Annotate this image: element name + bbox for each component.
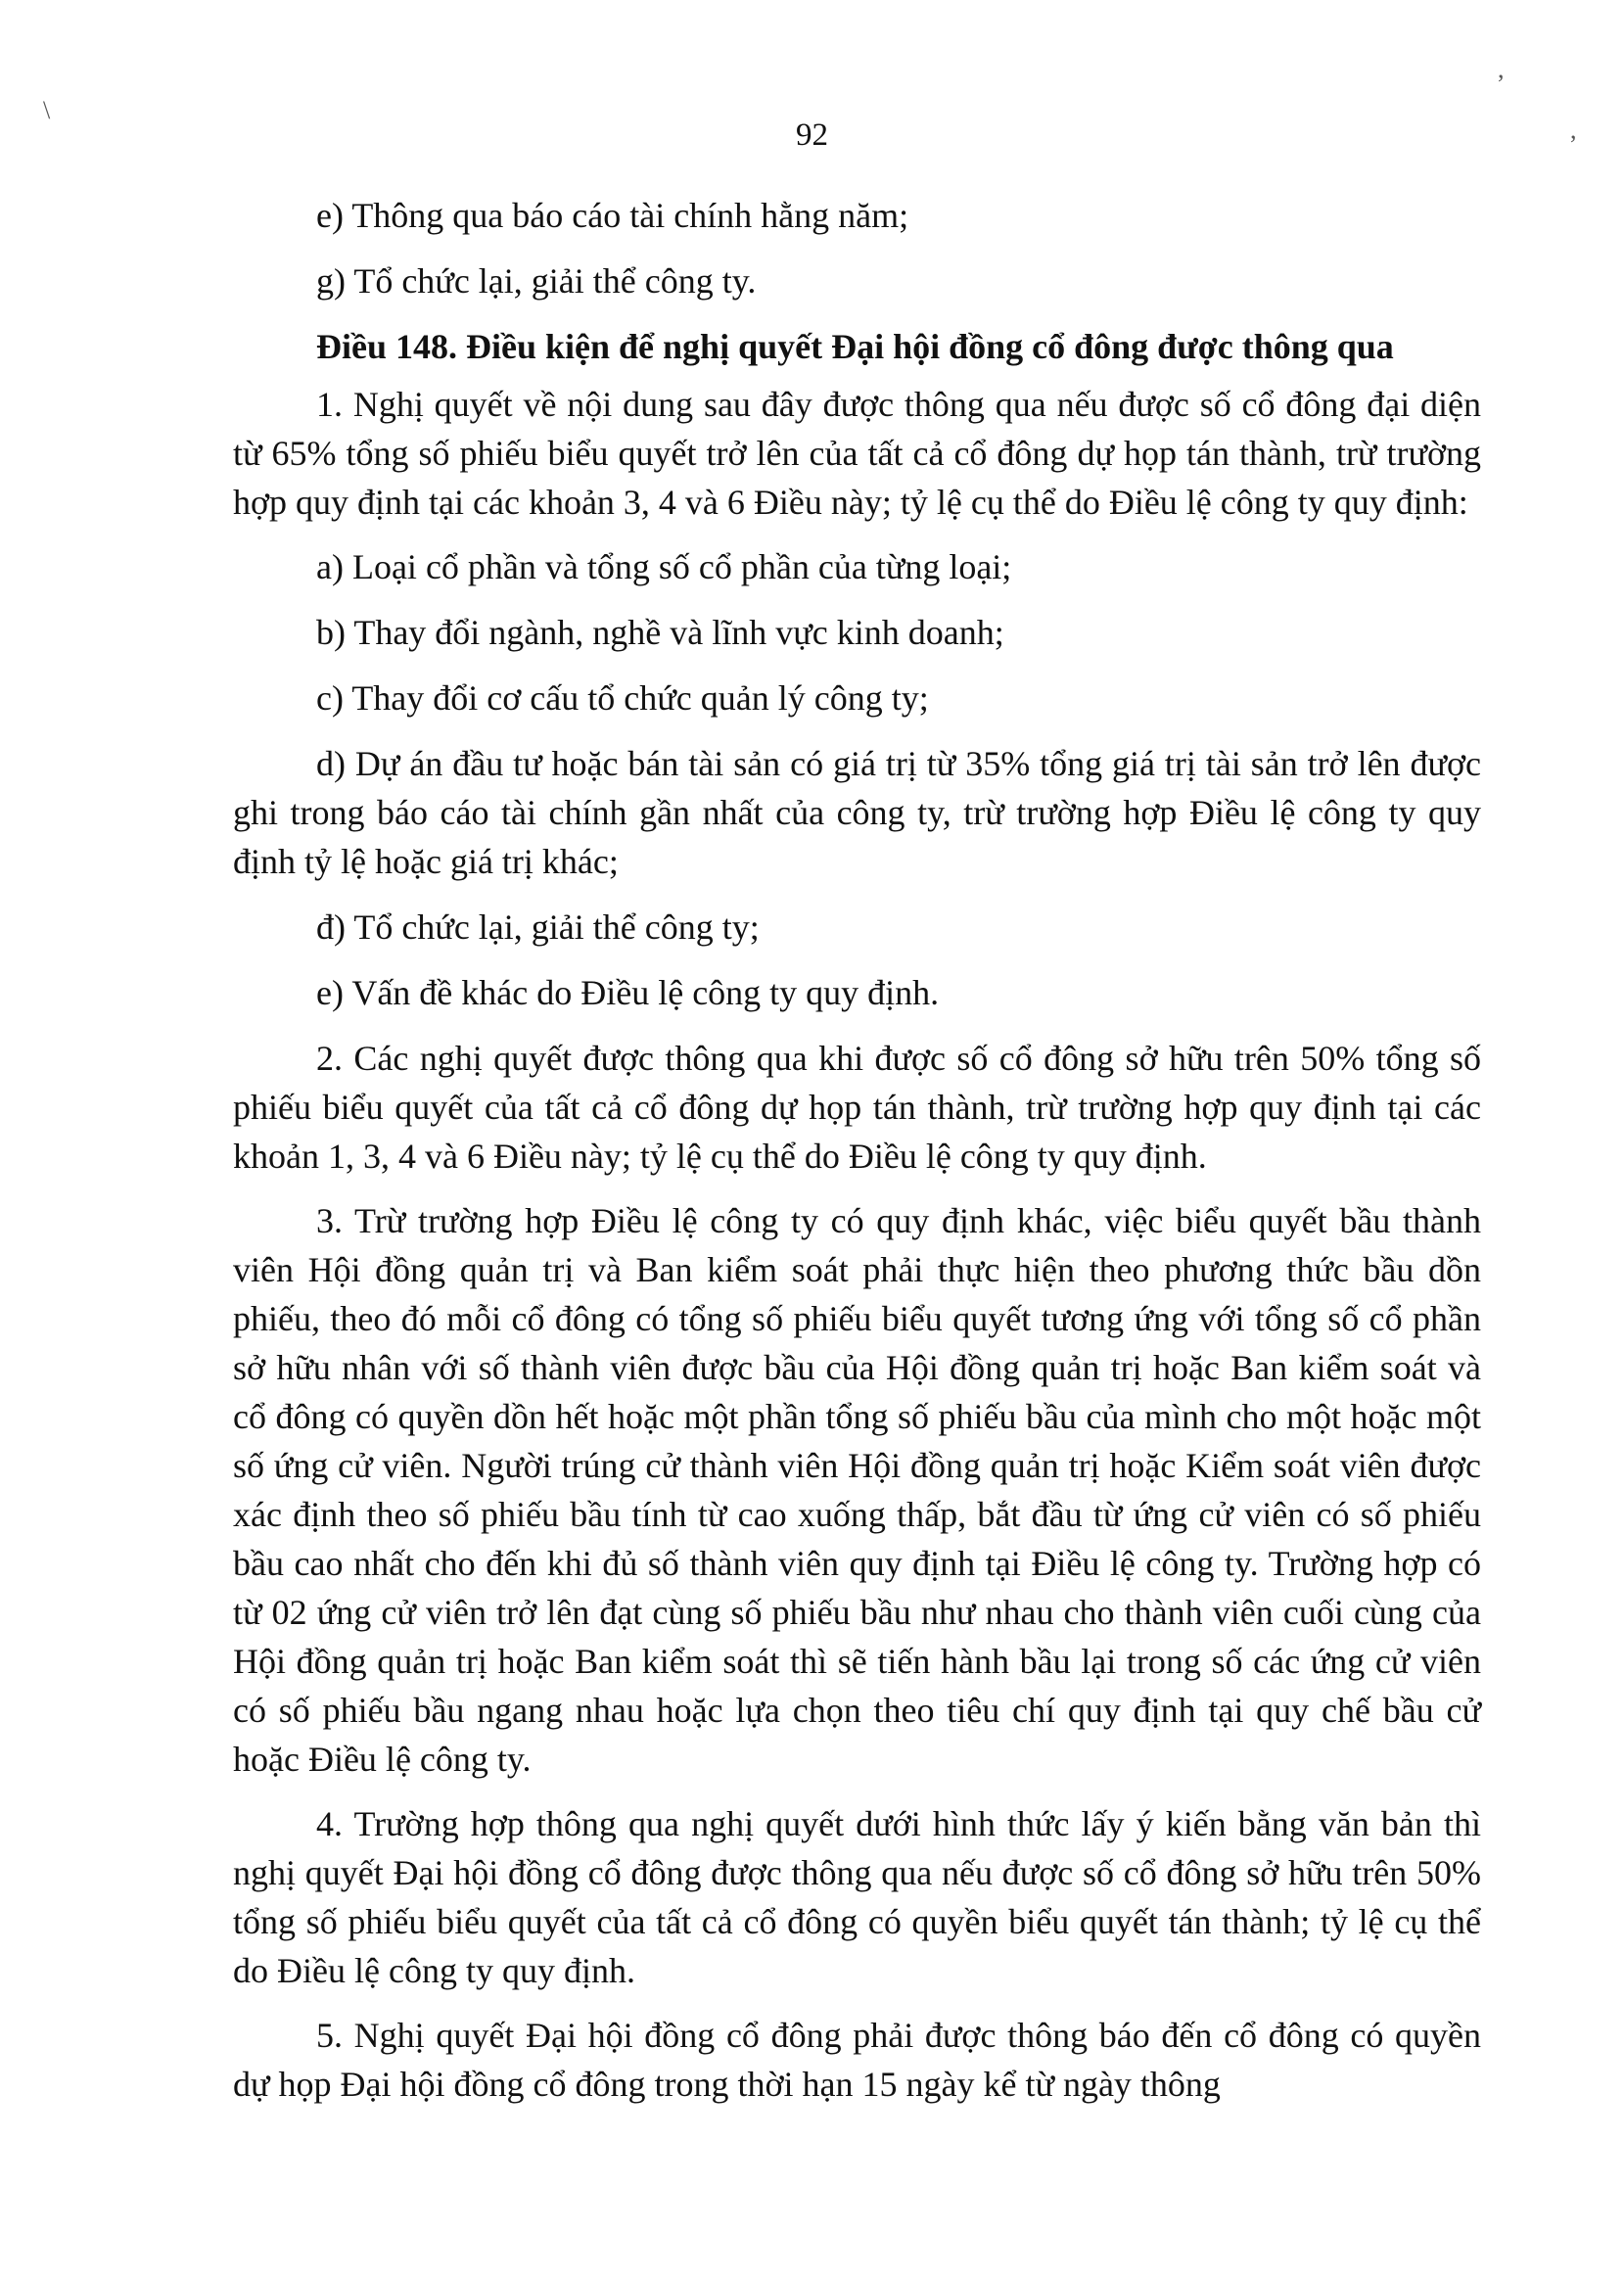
page-number: 92 bbox=[796, 117, 828, 153]
clause-2: 2. Các nghị quyết được thông qua khi được số cổ đông sở hữu trên 50% tổng số phiếu biểu quyết của tất cả cổ đông dự họp tán thành, trừ trường hợp quy định tại các khoản 1, 3, 4 và 6 Điều này; tỷ lệ cụ thể do Điều lệ công ty quy định. bbox=[233, 1039, 1481, 1176]
article-heading: Điều 148. Điều kiện để nghị quyết Đại hội đồng cổ đông được thông qua bbox=[316, 327, 1394, 366]
scan-mark: \ bbox=[43, 96, 51, 124]
list-item: e) Vấn đề khác do Điều lệ công ty quy định. bbox=[316, 973, 940, 1012]
list-item: e) Thông qua báo cáo tài chính hằng năm; bbox=[316, 196, 909, 235]
clause-5: 5. Nghị quyết Đại hội đồng cổ đông phải được thông báo đến cổ đông có quyền dự họp Đại hội đồng cổ đông trong thời hạn 15 ngày kể từ ngày thông bbox=[233, 2016, 1481, 2104]
list-item: d) Dự án đầu tư hoặc bán tài sản có giá trị từ 35% tổng giá trị tài sản trở lên được ghi trong báo cáo tài chính gần nhất của công ty, trừ trường hợp Điều lệ công ty quy định tỷ lệ hoặc giá trị khác; bbox=[233, 744, 1481, 881]
scan-mark: , bbox=[1570, 116, 1577, 144]
scan-mark: , bbox=[1498, 55, 1505, 83]
list-item: a) Loại cổ phần và tổng số cổ phần của từng loại; bbox=[316, 547, 1012, 586]
list-item: g) Tổ chức lại, giải thể công ty. bbox=[316, 261, 757, 301]
list-item: đ) Tổ chức lại, giải thể công ty; bbox=[316, 907, 760, 947]
list-item: c) Thay đổi cơ cấu tổ chức quản lý công ty; bbox=[316, 678, 929, 718]
document-body bbox=[233, 191, 1481, 2124]
clause-1: 1. Nghị quyết về nội dung sau đây được thông qua nếu được số cổ đông đại diện từ 65% tổng số phiếu biểu quyết trở lên của tất cả cổ đông dự họp tán thành, trừ trường hợp quy định tại các khoản 3, 4 và 6 Điều này; tỷ lệ cụ thể do Điều lệ công ty quy định: bbox=[233, 385, 1481, 522]
clause-4: 4. Trường hợp thông qua nghị quyết dưới hình thức lấy ý kiến bằng văn bản thì nghị quyết Đại hội đồng cổ đông được thông qua nếu được số cổ đông sở hữu trên 50% tổng số phiếu biểu quyết của tất cả cổ đông có quyền biểu quyết tán thành; tỷ lệ cụ thể do Điều lệ công ty quy định. bbox=[233, 1804, 1481, 1990]
list-item: b) Thay đổi ngành, nghề và lĩnh vực kinh doanh; bbox=[316, 613, 1004, 652]
clause-3: 3. Trừ trường hợp Điều lệ công ty có quy định khác, việc biểu quyết bầu thành viên Hội đồng quản trị và Ban kiểm soát phải thực hiện theo phương thức bầu dồn phiếu, theo đó mỗi cổ đông có tổng số phiếu biểu quyết tương ứng với tổng số cổ phần sở hữu nhân với số thành viên được bầu của Hội đồng quản trị hoặc Ban kiểm soát và cổ đông có quyền dồn hết hoặc một phần tổng số phiếu bầu của mình cho một hoặc một số ứng cử viên. Người trúng cử thành viên Hội đồng quản trị hoặc Kiểm soát viên được xác định theo số phiếu bầu tính từ cao xuống thấp, bắt đầu từ ứng cử viên có số phiếu bầu cao nhất cho đến khi đủ số thành viên quy định tại Điều lệ công ty. Trường hợp có từ 02 ứng cử viên trở lên đạt cùng số phiếu bầu như nhau cho thành viên cuối cùng của Hội đồng quản trị hoặc Ban kiểm soát thì sẽ tiến hành bầu lại trong số các ứng cử viên có số phiếu bầu ngang nhau hoặc lựa chọn theo tiêu chí quy định tại quy chế bầu cử hoặc Điều lệ công ty. bbox=[233, 1201, 1481, 1779]
